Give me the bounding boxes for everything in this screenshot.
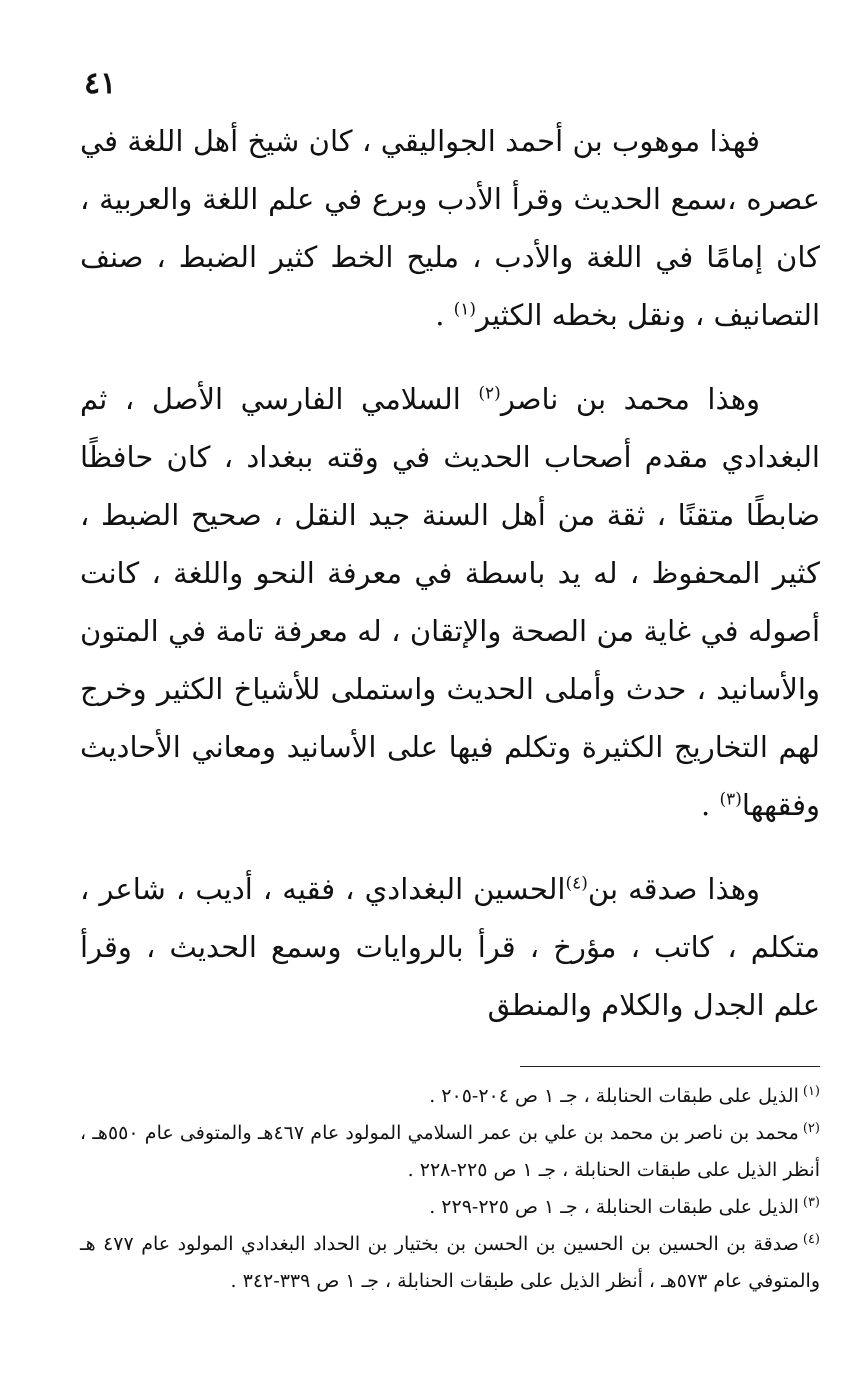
footnote-divider <box>520 1066 820 1067</box>
footnote-ref-1: (١) <box>453 299 477 320</box>
footnote-4 <box>80 1226 820 1300</box>
footnote-marker: (٤) <box>802 1231 820 1247</box>
page-number: ٤١ <box>84 66 117 101</box>
footnote-text: محمد بن ناصر بن محمد بن علي بن عمر السلامي المولود عام ٤٦٧هـ والمتوفى عام ٥٥٠هـ ، أنظر الذيل على طبقات الحنابلة ، جـ ١ ص ٢٢٥-٢٢٨ . <box>80 1122 820 1181</box>
paragraph-text: فهذا موهوب بن أحمد الجواليقي ، كان شيخ أهل اللغة في عصره ،سمع الحديث وقرأ الأدب وبرع في علم اللغة والعربية ، كان إمامًا في اللغة والأدب ، مليح الخط كثير الضبط ، صنف التصانيف ، ونقل بخطه الكثير <box>80 124 820 332</box>
footnote-marker: (١) <box>802 1083 820 1099</box>
footnote-ref-3: (٣) <box>719 789 742 810</box>
footnote-marker: (٣) <box>802 1194 820 1210</box>
main-text <box>80 112 820 1060</box>
footnote-text: الذيل على طبقات الحنابلة ، جـ ١ ص ٢٢٥-٢٢٩ . <box>429 1196 799 1218</box>
footnote-ref-4: (٤) <box>565 873 588 894</box>
paragraph-text-before: وهذا صدقه بن <box>587 872 761 906</box>
paragraph-sadaqa <box>80 860 820 1034</box>
footnote-ref-2: (٢) <box>478 383 501 404</box>
footnote-text: صدقة بن الحسين بن الحسين بن الحسن بن بختيار بن الحداد البغدادي المولود عام ٤٧٧ هـ والمتوفي عام ٥٧٣هـ ، أنظر الذيل على طبقات الحنابلة ، جـ ١ ص ٣٣٩-٣٤٢ . <box>80 1233 820 1292</box>
footnote-2 <box>80 1115 820 1189</box>
footnote-marker: (٢) <box>802 1120 820 1136</box>
paragraph-tail: . <box>701 788 720 822</box>
paragraph-text-after: الحسين البغدادي ، فقيه ، أديب ، شاعر ، متكلم ، كاتب ، مؤرخ ، قرأ بالروايات وسمع الحديث ، وقرأ علم الجدل والكلام والمنطق <box>80 872 820 1022</box>
footnote-1 <box>80 1078 820 1115</box>
paragraph-text-before: وهذا محمد بن ناصر <box>500 382 761 416</box>
paragraph-tail: . <box>435 298 454 332</box>
footnote-3 <box>80 1189 820 1226</box>
paragraph-ibn-nasir <box>80 370 820 834</box>
footnotes-section <box>80 1078 820 1300</box>
paragraph-mawhub <box>80 112 820 344</box>
paragraph-text-after: السلامي الفارسي الأصل ، ثم البغدادي مقدم أصحاب الحديث في وقته ببغداد ، كان حافظًا ضابطًا متقنًا ، ثقة من أهل السنة جيد النقل ، صحيح الضبط ، كثير المحفوظ ، له يد باسطة في معرفة النحو واللغة ، كانت أصوله في غاية من الصحة والإتقان ، له معرفة تامة في المتون والأسانيد ، حدث وأملى الحديث واستملى للأشياخ الكثير وخرج لهم التخاريج الكثيرة وتكلم فيها على الأسانيد ومعاني الأحاديث وفقهها <box>80 382 820 822</box>
footnote-text: الذيل على طبقات الحنابلة ، جـ ١ ص ٢٠٤-٢٠٥ . <box>429 1085 799 1107</box>
